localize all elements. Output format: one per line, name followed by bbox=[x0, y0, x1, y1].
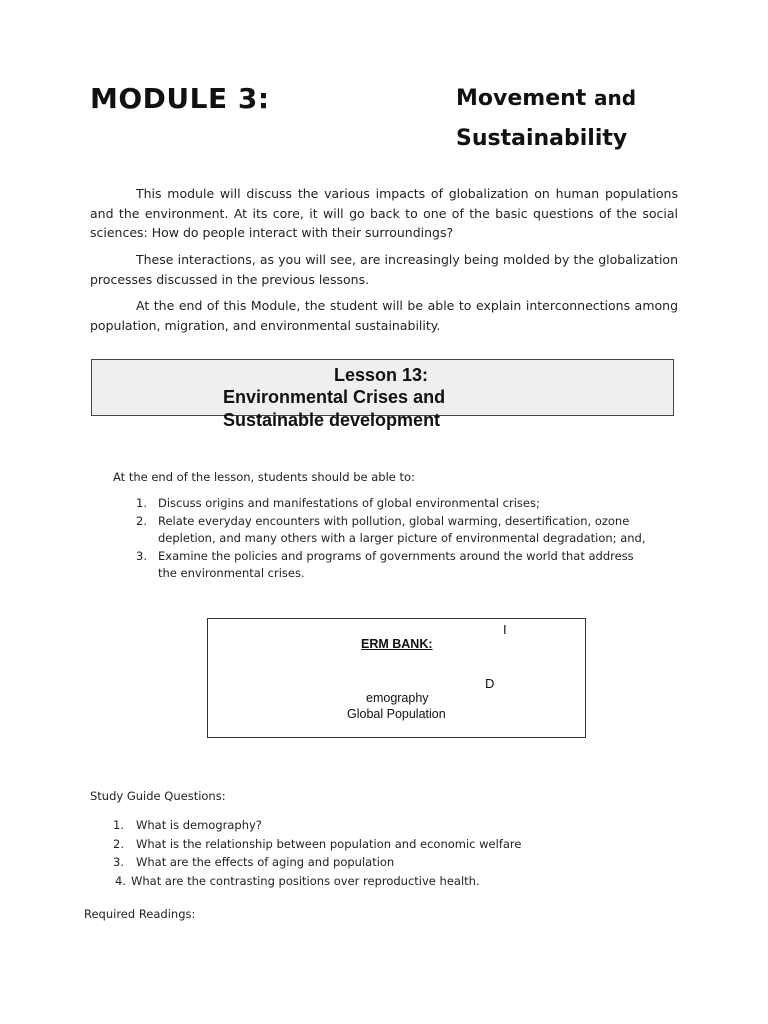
list-item-number: 2. bbox=[136, 513, 147, 528]
list-item-text: What are the contrasting positions over reproductive health. bbox=[131, 873, 480, 888]
module-title bbox=[456, 78, 716, 159]
module-label: MODULE 3: bbox=[90, 82, 270, 115]
intro-paragraph-3: At the end of this Module, the student will be able to explain interconnections among population, migration, and environmental sustainability. bbox=[90, 298, 678, 333]
list-item-text: What are the effects of aging and population bbox=[136, 855, 395, 869]
list-item bbox=[113, 816, 633, 835]
intro-paragraph-2: These interactions, as you will see, are increasingly being molded by the globalization processes discussed in the previous lessons. bbox=[90, 252, 678, 287]
module-title-main: Movement bbox=[456, 86, 594, 111]
module-title-and: and bbox=[593, 86, 637, 110]
list-item bbox=[113, 835, 633, 854]
list-item-text: What is the relationship between population and economic welfare bbox=[136, 836, 522, 851]
objectives-list bbox=[136, 495, 656, 583]
lesson-number: Lesson 13: bbox=[334, 365, 429, 385]
list-item bbox=[136, 495, 656, 513]
intro-paragraph-1: This module will discuss the various impacts of globalization on human populations and the environment. At its core, it will go back to one of the basic questions of the social sciences: How do people interact with their surroundings? bbox=[90, 186, 678, 240]
list-item-number: 3. bbox=[113, 855, 124, 869]
list-item-text: Examine the policies and programs of governments around the world that address the environmental crises. bbox=[158, 548, 634, 580]
list-item-text: Relate everyday encounters with pollution, global warming, desertification, ozone depletion, and many others with a larger picture of environmental degradation; and, bbox=[158, 513, 646, 545]
study-guide-list bbox=[113, 816, 633, 890]
term-bank-mark-d: D bbox=[485, 676, 495, 691]
list-item bbox=[136, 548, 656, 583]
lesson-heading bbox=[223, 364, 445, 432]
list-item bbox=[113, 853, 633, 872]
list-item-number: 2. bbox=[113, 836, 124, 851]
lesson-title-line1: Environmental Crises and bbox=[223, 387, 446, 407]
list-item-text: Discuss origins and manifestations of global environmental crises; bbox=[158, 496, 540, 510]
term-bank-mark-i: I bbox=[503, 622, 507, 637]
term-bank-title: ERM BANK: bbox=[361, 637, 433, 651]
objectives-intro: At the end of the lesson, students should be able to: bbox=[113, 470, 415, 484]
list-item-number: 3. bbox=[136, 548, 147, 563]
list-item bbox=[115, 872, 633, 891]
list-item-number: 4. bbox=[115, 873, 126, 888]
list-item-number: 1. bbox=[136, 496, 147, 510]
lesson-title-line2: Sustainable development bbox=[223, 410, 441, 430]
required-readings-heading: Required Readings: bbox=[84, 907, 196, 921]
module-title-line2: Sustainability bbox=[456, 126, 628, 151]
list-item-number: 1. bbox=[113, 818, 124, 832]
list-item bbox=[136, 513, 656, 548]
term-bank-term-2: Global Population bbox=[347, 707, 446, 721]
study-guide-title: Study Guide Questions: bbox=[90, 789, 226, 803]
term-bank-term-1: emography bbox=[366, 691, 429, 705]
list-item-text: What is demography? bbox=[136, 818, 262, 832]
